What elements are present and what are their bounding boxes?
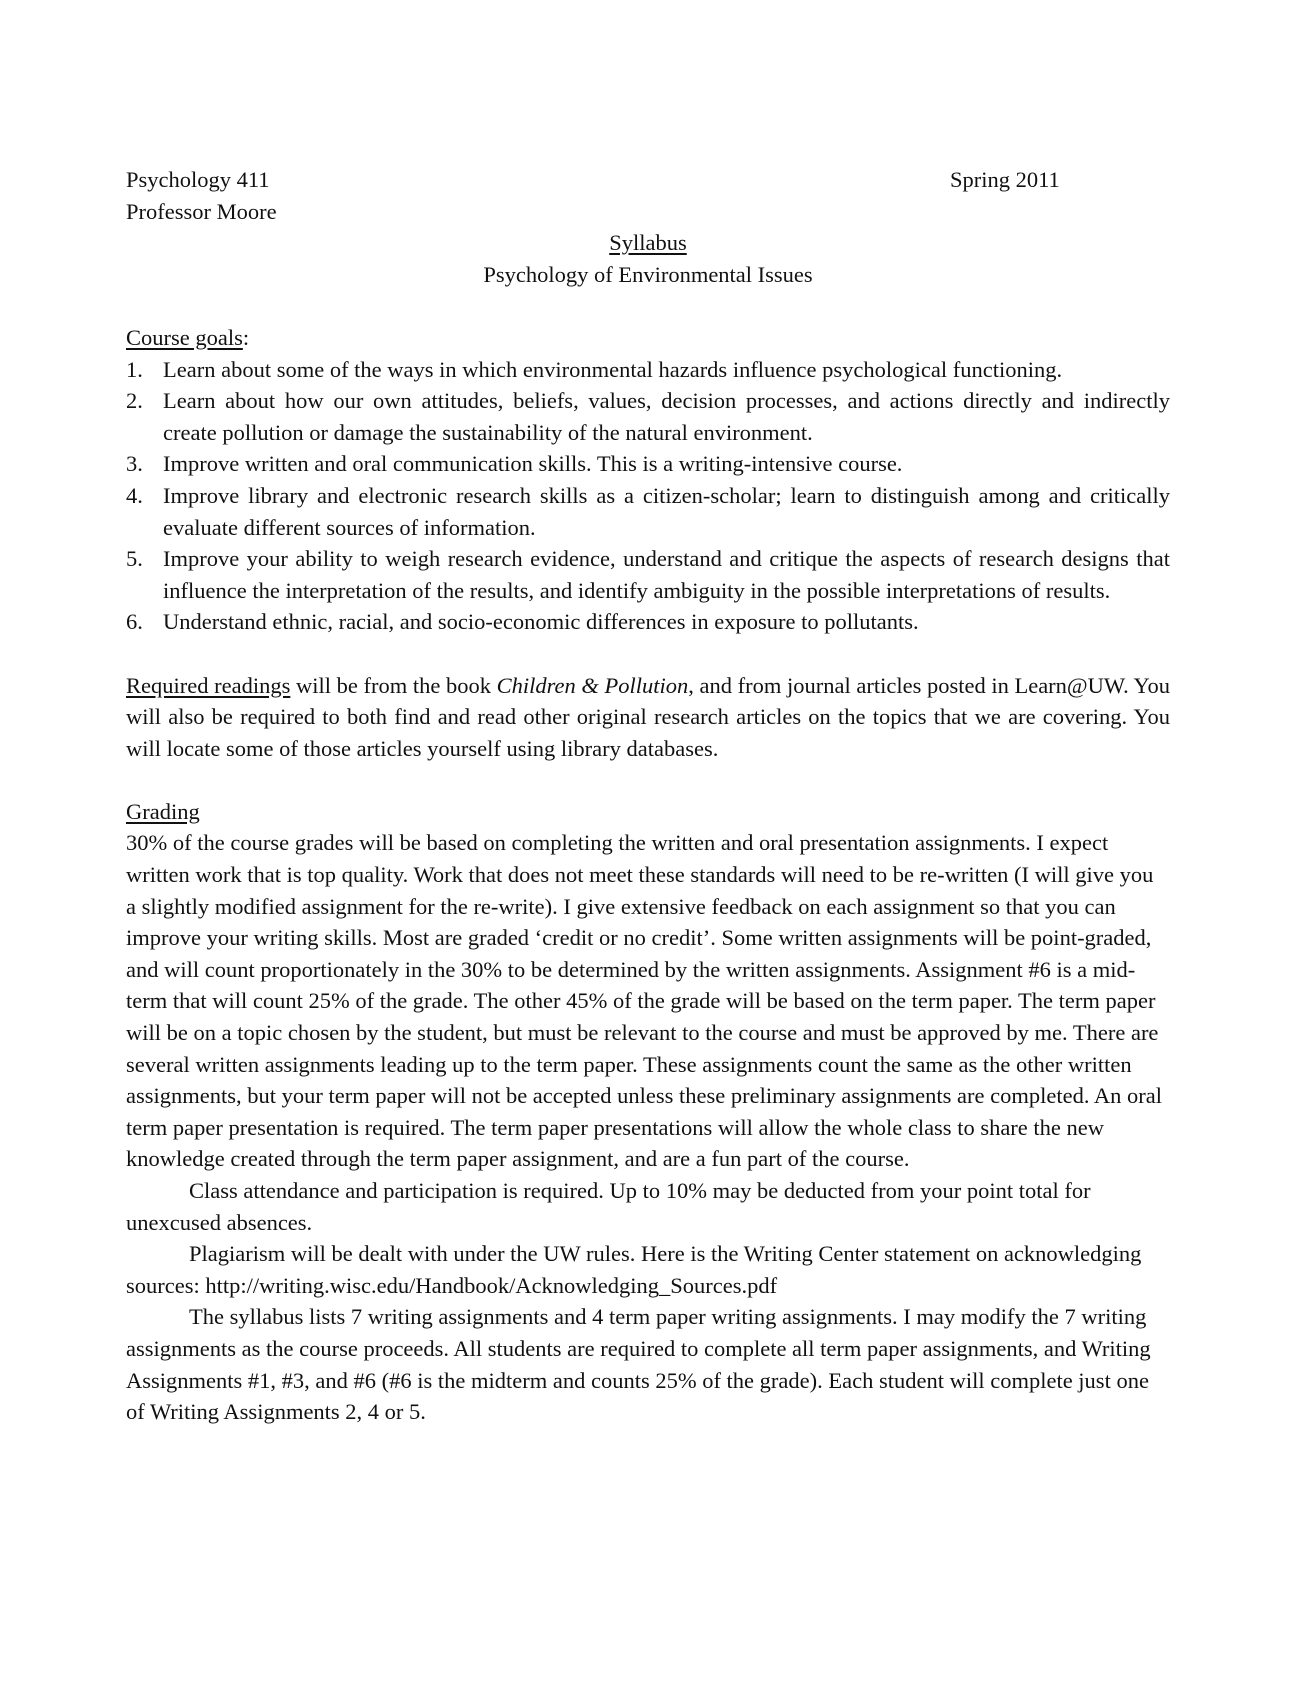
grading-heading-line [126, 796, 1170, 828]
professor-name: Professor Moore [126, 198, 277, 224]
goal-text: Improve written and oral communication skills. This is a writing-intensive course. [163, 451, 903, 477]
goal-item [126, 543, 1170, 606]
grading-heading: Grading [126, 798, 200, 824]
goals-heading-colon: : [242, 324, 250, 350]
header-row [126, 164, 1170, 196]
goal-text: Improve your ability to weigh research evidence, understand and critique the aspects of research designs that influence the interpretation of the results, and identify ambiguity in the possible interpretations of results. [163, 546, 1170, 603]
spacer [126, 638, 1170, 670]
goal-number: 6. [126, 609, 143, 635]
goal-item [126, 354, 1170, 386]
readings-text-1: will be from the book [290, 672, 497, 698]
goals-heading-line [126, 322, 1170, 354]
spacer [126, 764, 1170, 796]
book-title: Children & Pollution [496, 672, 689, 698]
readings-heading: Required readings [126, 672, 291, 698]
goal-number: 5. [126, 546, 143, 572]
goal-text: Improve library and electronic research skills as a citizen-scholar; learn to distinguish among and critically evaluate different sources of information. [163, 482, 1170, 540]
goal-text: Learn about some of the ways in which environmental hazards influence psychological functioning. [163, 356, 1063, 382]
goals-heading: Course goals [126, 324, 243, 350]
goal-text: Understand ethnic, racial, and socio-economic differences in exposure to pollutants. [163, 609, 919, 635]
goal-number: 4. [126, 482, 143, 508]
goals-list [126, 354, 1170, 638]
assignments-paragraph: The syllabus lists 7 writing assignments and 4 term paper writing assignments. I may modify the 7 writing assignments as the course proceeds. All students are required to complete all term paper assignments, and Writing Assignments #1, #3, and #6 (#6 is the midterm and counts 25% of the grade). Each student will complete just one of Writing Assignments 2, 4 or 5. [126, 1304, 1151, 1425]
readings-text-2: , and from journal articles posted in Learn@UW. You will also be required to both find and read other original research articles on the topics that we are covering. You will locate some of those articles yourself using library databases. [126, 672, 1170, 761]
course-code: Psychology 411 [126, 167, 270, 192]
doc-title: Syllabus [609, 230, 687, 256]
doc-title-line [126, 227, 1170, 259]
term: Spring 2011 [950, 167, 1060, 192]
goal-item [126, 385, 1170, 448]
goal-text: Learn about how our own attitudes, beliefs, values, decision processes, and actions directly and indirectly create pollution or damage the sustainability of the natural environment. [163, 388, 1170, 445]
goal-number: 2. [126, 388, 143, 414]
goal-item [126, 606, 1170, 638]
plagiarism-paragraph: Plagiarism will be dealt with under the UW rules. Here is the Writing Center statement on acknowledging sources: http://writing.wisc.edu/Handbook/Acknowledging_Sources.pdf [126, 1241, 1142, 1298]
goal-number: 1. [126, 356, 143, 382]
goal-number: 3. [126, 451, 143, 477]
syllabus-page [126, 164, 1170, 1428]
goal-item [126, 480, 1170, 543]
course-title: Psychology of Environmental Issues [483, 261, 813, 287]
goal-item [126, 448, 1170, 480]
attendance-paragraph: Class attendance and participation is required. Up to 10% may be deducted from your point total for unexcused absences. [126, 1178, 1091, 1235]
spacer [126, 290, 1170, 322]
grading-paragraph: 30% of the course grades will be based on completing the written and oral presentation assignments. I expect written work that is top quality. Work that does not meet these standards will need to be re-written (I will give you a slightly modified assignment for the re-write). I give extensive feedback on each assignment so that you can improve your writing skills. Most are graded ‘credit or no credit’. Some written assignments will be point-graded, and will count proportionately in the 30% to be determined by the written assignments. Assignment #6 is a mid-term that will count 25% of the grade. The other 45% of the grade will be based on the term paper. The term paper will be on a topic chosen by the student, but must be relevant to the course and must be approved by me. There are several written assignments leading up to the term paper. These assignments count the same as the other written assignments, but your term paper will not be accepted unless these preliminary assignments are completed. An oral term paper presentation is required. The term paper presentations will allow the whole class to share the new knowledge created through the term paper assignment, and are a fun part of the course. [126, 830, 1162, 1172]
readings-paragraph [126, 670, 1170, 765]
